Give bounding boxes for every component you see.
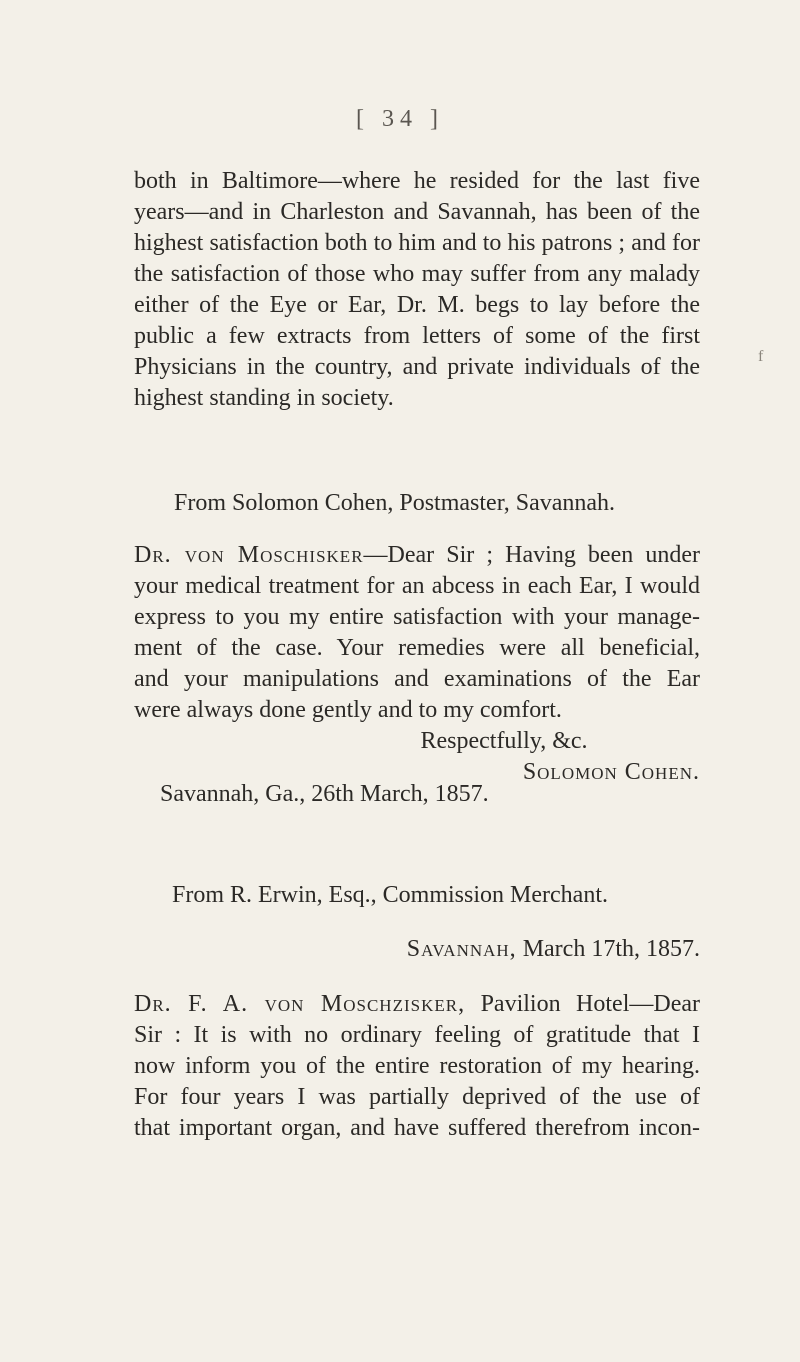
body-line: either of the Eye or Ear, Dr. M. begs to lay before the	[134, 292, 700, 318]
salutation-text: —Dear Sir ; Having been under	[363, 542, 700, 568]
body-line: public a few extracts from letters of some of the first	[134, 323, 700, 349]
letter-dateline: Savannah, Ga., 26th March, 1857.	[160, 781, 489, 807]
letter-body-line: For four years I was partially deprived of the use of	[134, 1084, 700, 1110]
letter-signature: Solomon Cohen.	[522, 759, 700, 785]
letter-body-line	[134, 540, 700, 570]
letter-date: March 17th, 1857.	[522, 936, 700, 962]
letter-body-line: were always done gently and to my comfort.	[134, 697, 562, 723]
body-line: Physicians in the country, and private individuals of the	[134, 354, 700, 380]
letter-closing: Respectfully, &c.	[420, 728, 588, 754]
salutation-name: Dr. von Moschisker	[134, 542, 364, 568]
margin-mark: f	[758, 348, 764, 365]
body-line: highest standing in society.	[134, 385, 394, 411]
letter-body-line: ment of the case. Your remedies were all beneficial,	[134, 635, 700, 661]
letter-heading: From R. Erwin, Esq., Commission Merchant.	[172, 882, 608, 908]
body-line: years—and in Charleston and Savannah, has been of the	[134, 199, 700, 225]
body-line: highest satisfaction both to him and to his patrons ; and for	[134, 230, 700, 256]
letter-body-line: your medical treatment for an abcess in each Ear, I would	[134, 573, 700, 599]
letter-dateline	[134, 934, 700, 964]
salutation-name: Dr. F. A. von Moschzisker,	[134, 991, 466, 1017]
letter-body-line: Sir : It is with no ordinary feeling of gratitude that I	[134, 1022, 700, 1048]
letter-body-line	[134, 989, 700, 1019]
body-line: the satisfaction of those who may suffer from any malady	[134, 261, 700, 287]
letter-body-line: now inform you of the entire restoration of my hearing.	[134, 1053, 700, 1079]
letter-body-line: and your manipulations and examinations of the Ear	[134, 666, 700, 692]
page-number: [ 34 ]	[356, 106, 444, 132]
letter-body-line: that important organ, and have suffered therefrom incon-	[134, 1115, 700, 1141]
letter-place: Savannah,	[406, 936, 517, 962]
letter-body-line: express to you my entire satisfaction with your manage-	[134, 604, 700, 630]
salutation-text: Pavilion Hotel—Dear	[465, 991, 701, 1017]
body-line: both in Baltimore—where he resided for the last five	[134, 168, 700, 194]
letter-heading: From Solomon Cohen, Postmaster, Savannah.	[174, 490, 616, 516]
